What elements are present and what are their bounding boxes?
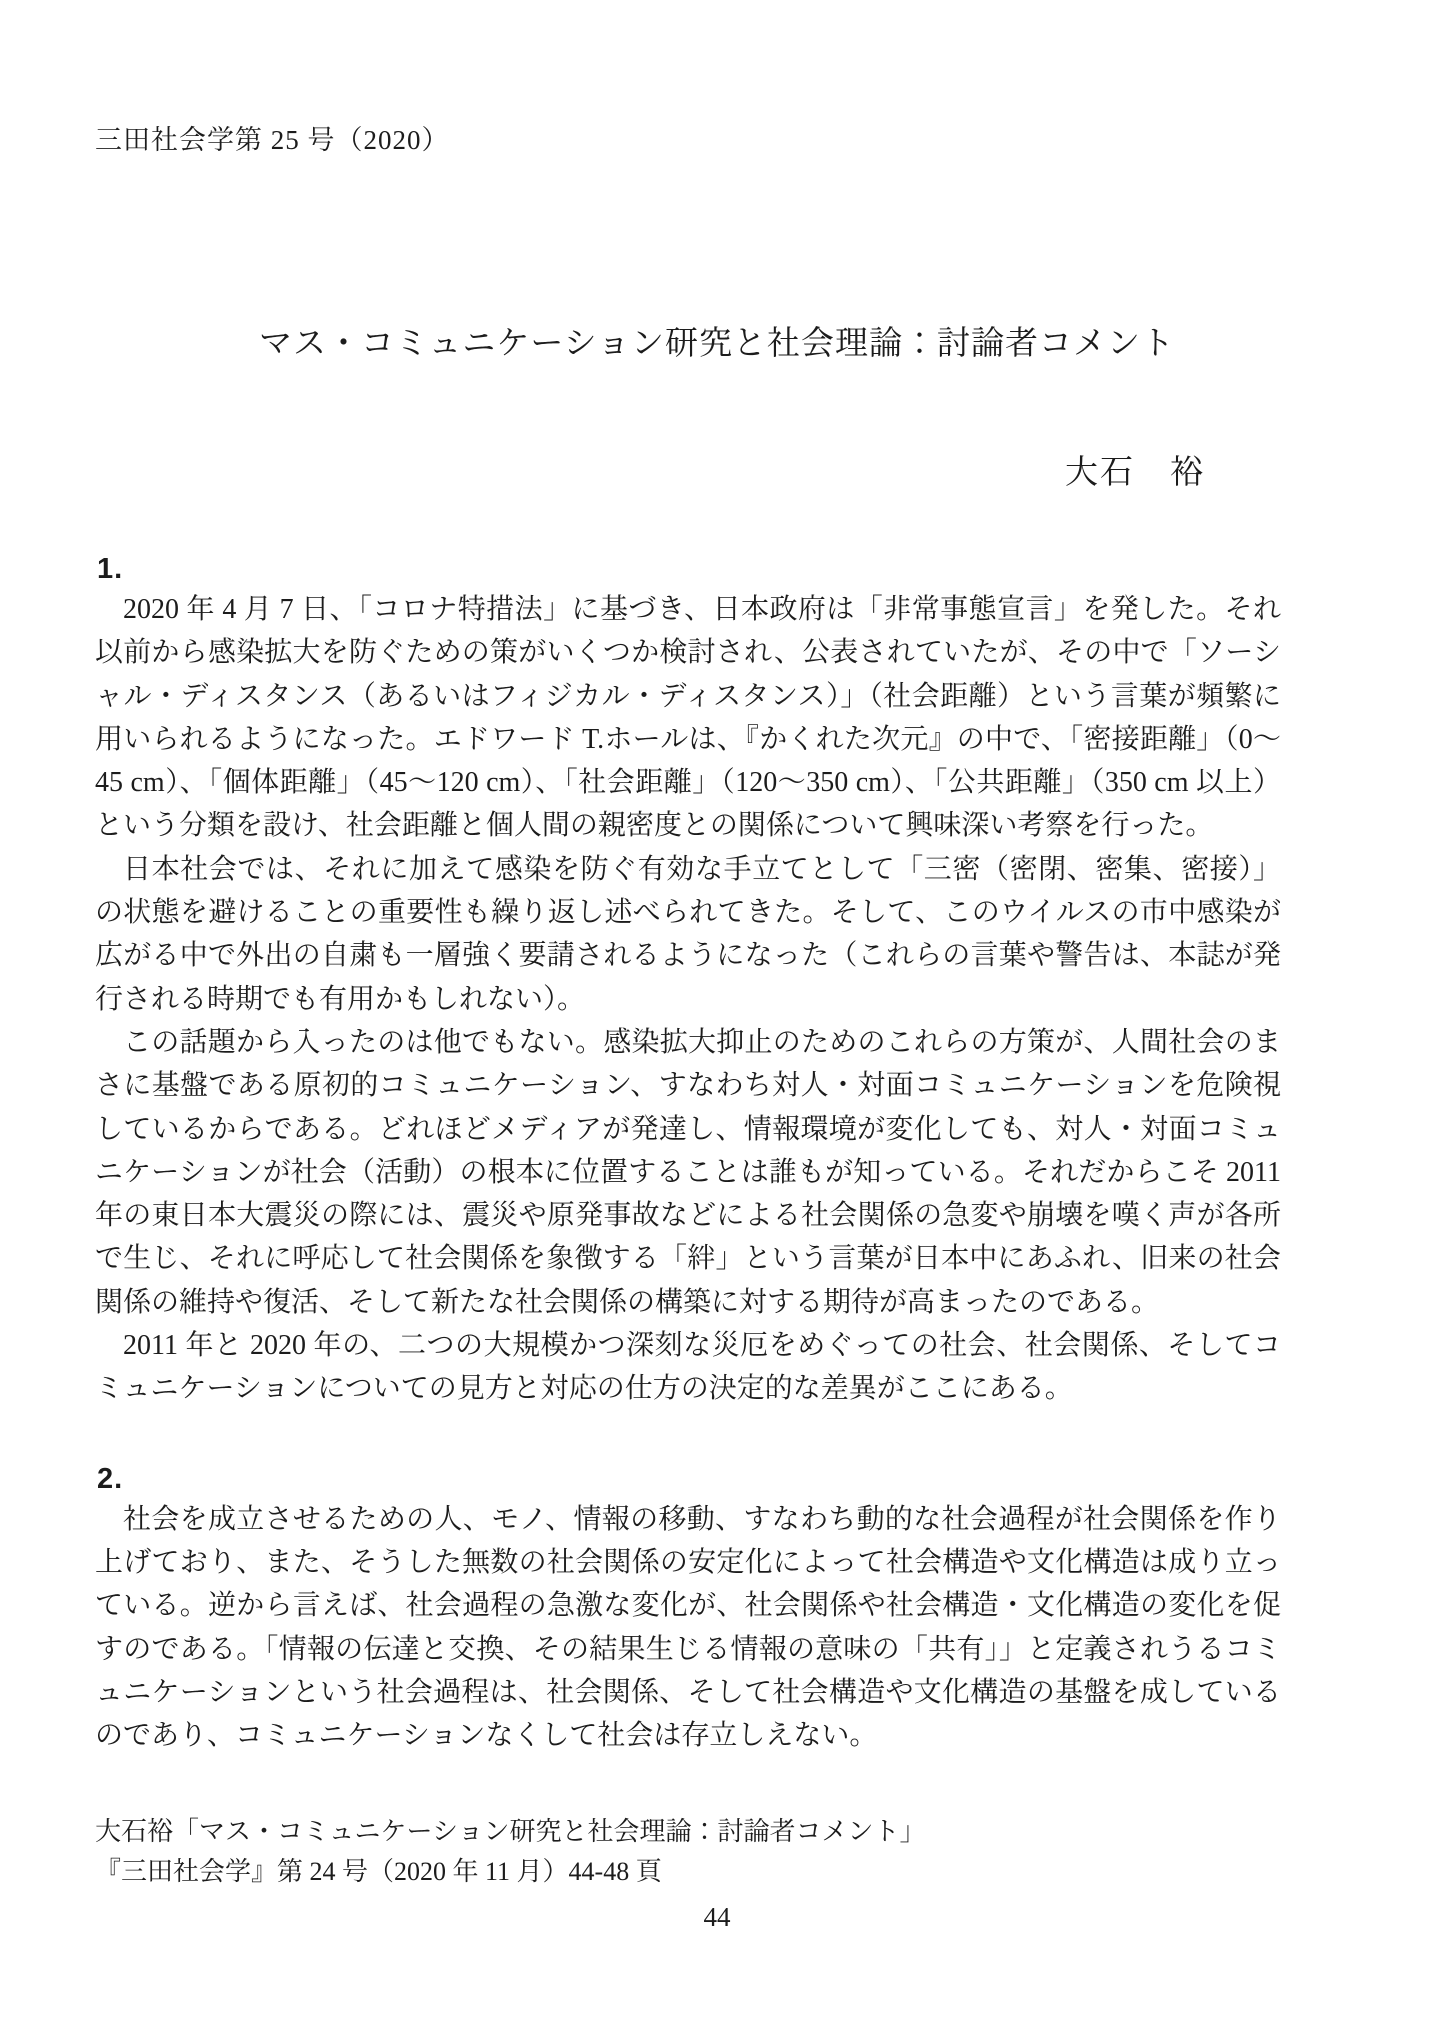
section-2 bbox=[0, 1463, 1434, 1758]
section-1 bbox=[0, 553, 1434, 1411]
citation-line-1: 大石裕「マス・コミュニケーション研究と社会理論：討論者コメント」 bbox=[95, 1817, 926, 1847]
citation-line-2: 『三田社会学』第 24 号（2020 年 11 月）44-48 頁 bbox=[95, 1857, 662, 1887]
section-2-heading: 2. bbox=[97, 1462, 124, 1495]
paragraph: この話題から入ったのは他でもない。感染拡大抑止のためのこれらの方策が、人間社会のまさに基盤である原初的コミュニケーション、すなわち対人・対面コミュニケーションを危険視しているからである。どれほどメディアが発達し、情報環境が変化しても、対人・対面コミュニケーションが社会（活動）の根本に位置することは誰もが知っている。それだからこそ 2011 年の東日本大震災の際には、震災や原発事故などによる社会関係の急変や崩壊を嘆く声が各所で生じ、それに呼応して社会関係を象徴する「絆」という言葉が日本中にあふれ、旧来の社会関係の維持や復活、そして新たな社会関係の構築に対する期待が高まったのである。 bbox=[95, 1026, 1281, 1318]
author-name: 大石 裕 bbox=[1065, 455, 1205, 491]
page-title: マス・コミュニケーション研究と社会理論：討論者コメント bbox=[258, 326, 1176, 362]
journal-header: 三田社会学第 25 号（2020） bbox=[95, 125, 450, 155]
paragraph: 2011 年と 2020 年の、二つの大規模かつ深刻な災厄をめぐっての社会、社会関係、そしてコミュニケーションについての見方と対応の仕方の決定的な差異がここにある。 bbox=[95, 1330, 1281, 1405]
citation-footnote bbox=[95, 1812, 1434, 1892]
paragraph: 2020 年 4 月 7 日、「コロナ特措法」に基づき、日本政府は「非常事態宣言」を発した。それ以前から感染拡大を防ぐための策がいくつか検討され、公表されていたが、その中で「ソーシャル・ディスタンス（あるいはフィジカル・ディスタンス）」（社会距離）という言葉が頻繁に用いられるようになった。エドワード T.ホールは、『かくれた次元』の中で、「密接距離」（0～45 cm）、「個体距離」（45～120 cm）、「社会距離」（120～350 cm）、「公共距離」（350 cm 以上）という分類を設け、社会距離と個人間の親密度との関係について興味深い考察を行った。 bbox=[95, 594, 1281, 842]
paragraph: 社会を成立させるための人、モノ、情報の移動、すなわち動的な社会過程が社会関係を作り上げており、また、そうした無数の社会関係の安定化によって社会構造や文化構造は成り立っている。逆から言えば、社会過程の急激な変化が、社会関係や社会構造・文化構造の変化を促すのである。「情報の伝達と交換、その結果生じる情報の意味の「共有」」と定義されうるコミュニケーションという社会過程は、社会関係、そして社会構造や文化構造の基盤を成しているのであり、コミュニケーションなくして社会は存立しえない。 bbox=[95, 1503, 1281, 1752]
section-2-body bbox=[95, 1498, 1281, 1758]
paragraph: 日本社会では、それに加えて感染を防ぐ有効な手立てとして「三密（密閉、密集、密接）」の状態を避けることの重要性も繰り返し述べられてきた。そして、このウイルスの市中感染が広がる中で外出の自粛も一層強く要請されるようになった（これらの言葉や警告は、本誌が発行される時期でも有用かもしれない）。 bbox=[95, 853, 1281, 1015]
section-1-heading: 1. bbox=[97, 553, 124, 585]
section-1-body bbox=[95, 588, 1281, 1411]
page-number: 44 bbox=[703, 1902, 731, 1933]
